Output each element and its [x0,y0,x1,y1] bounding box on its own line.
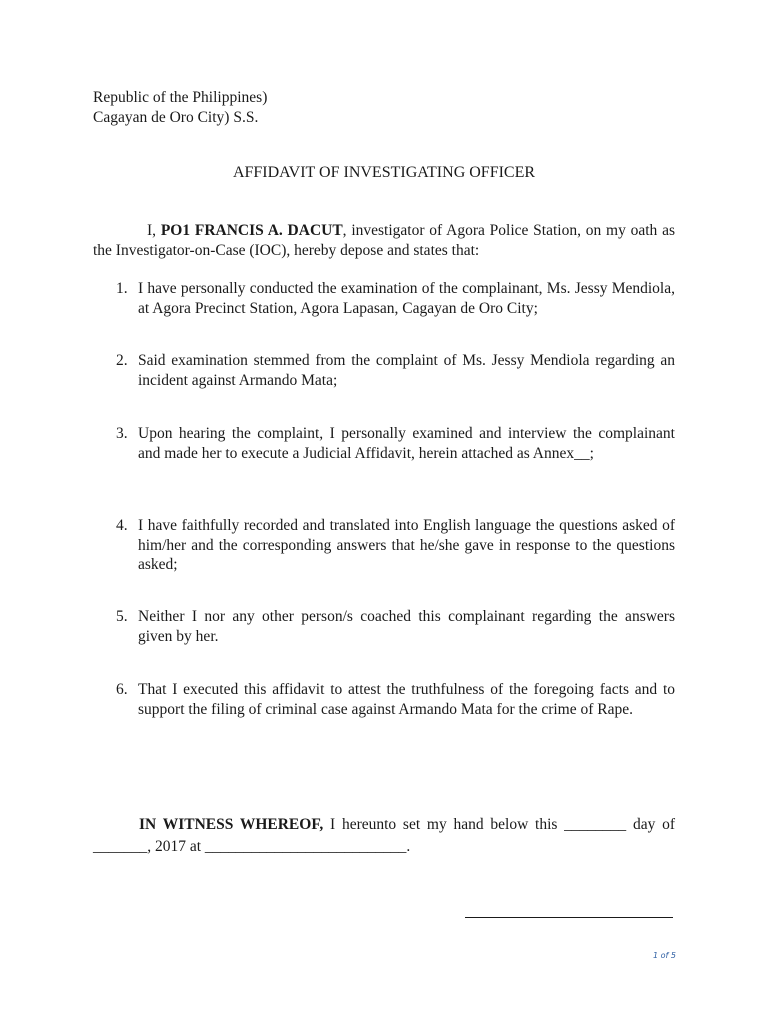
venue-line-country: Republic of the Philippines) [93,89,268,106]
venue-line-city: Cagayan de Oro City) S.S. [93,109,259,126]
item-number: 4. [116,517,128,534]
signature-line [465,917,673,918]
item-text: Neither I nor any other person/s coached this complainant regarding the answers given by her. [138,608,675,645]
item-number: 1. [116,280,128,297]
item-text: Said examination stemmed from the complaint of Ms. Jessy Mendiola regarding an incident against Armando Mata; [138,352,675,389]
item-text: I have personally conducted the examination of the complainant, Ms. Jessy Mendiola, at Agora Precinct Station, Agora Lapasan, Cagayan de Oro City; [138,280,675,317]
witness-heading: IN WITNESS WHEREOF, [139,816,324,833]
item-text: Upon hearing the complaint, I personally examined and interview the complainant and made her to execute a Judicial Affidavit, herein attached as Annex__; [138,425,675,462]
item-number: 2. [116,352,128,369]
witness-paragraph [93,814,675,858]
list-item [116,607,675,646]
list-item [116,351,675,390]
list-item [116,279,675,318]
item-text: I have faithfully recorded and translated into English language the questions asked of him/her and the corresponding answers that he/she gave in response to the questions asked; [138,517,675,573]
item-number: 6. [116,681,128,698]
intro-text: , investigator of Agora Police Station, on my oath as the Investigator-on-Case (IOC), hereby depose and states that: [93,222,675,259]
intro-paragraph [93,221,675,261]
item-text: That I executed this affidavit to attest the truthfulness of the foregoing facts and to support the filing of criminal case against Armando Mata for the crime of Rape. [138,681,675,718]
venue-header [93,88,267,128]
witness-text: I hereunto set my hand below this ________ day of _______, 2017 at __________________________. [93,816,676,855]
document-title: AFFIDAVIT OF INVESTIGATING OFFICER [232,164,536,181]
list-item [116,424,675,463]
officer-name: PO1 FRANCIS A. DACUT [160,222,343,239]
list-item [116,680,675,719]
item-number: 5. [116,608,128,625]
page-number: 1 of 5 [653,951,676,960]
list-item [116,516,675,575]
intro-prefix: I, [147,222,161,239]
item-number: 3. [116,425,128,442]
